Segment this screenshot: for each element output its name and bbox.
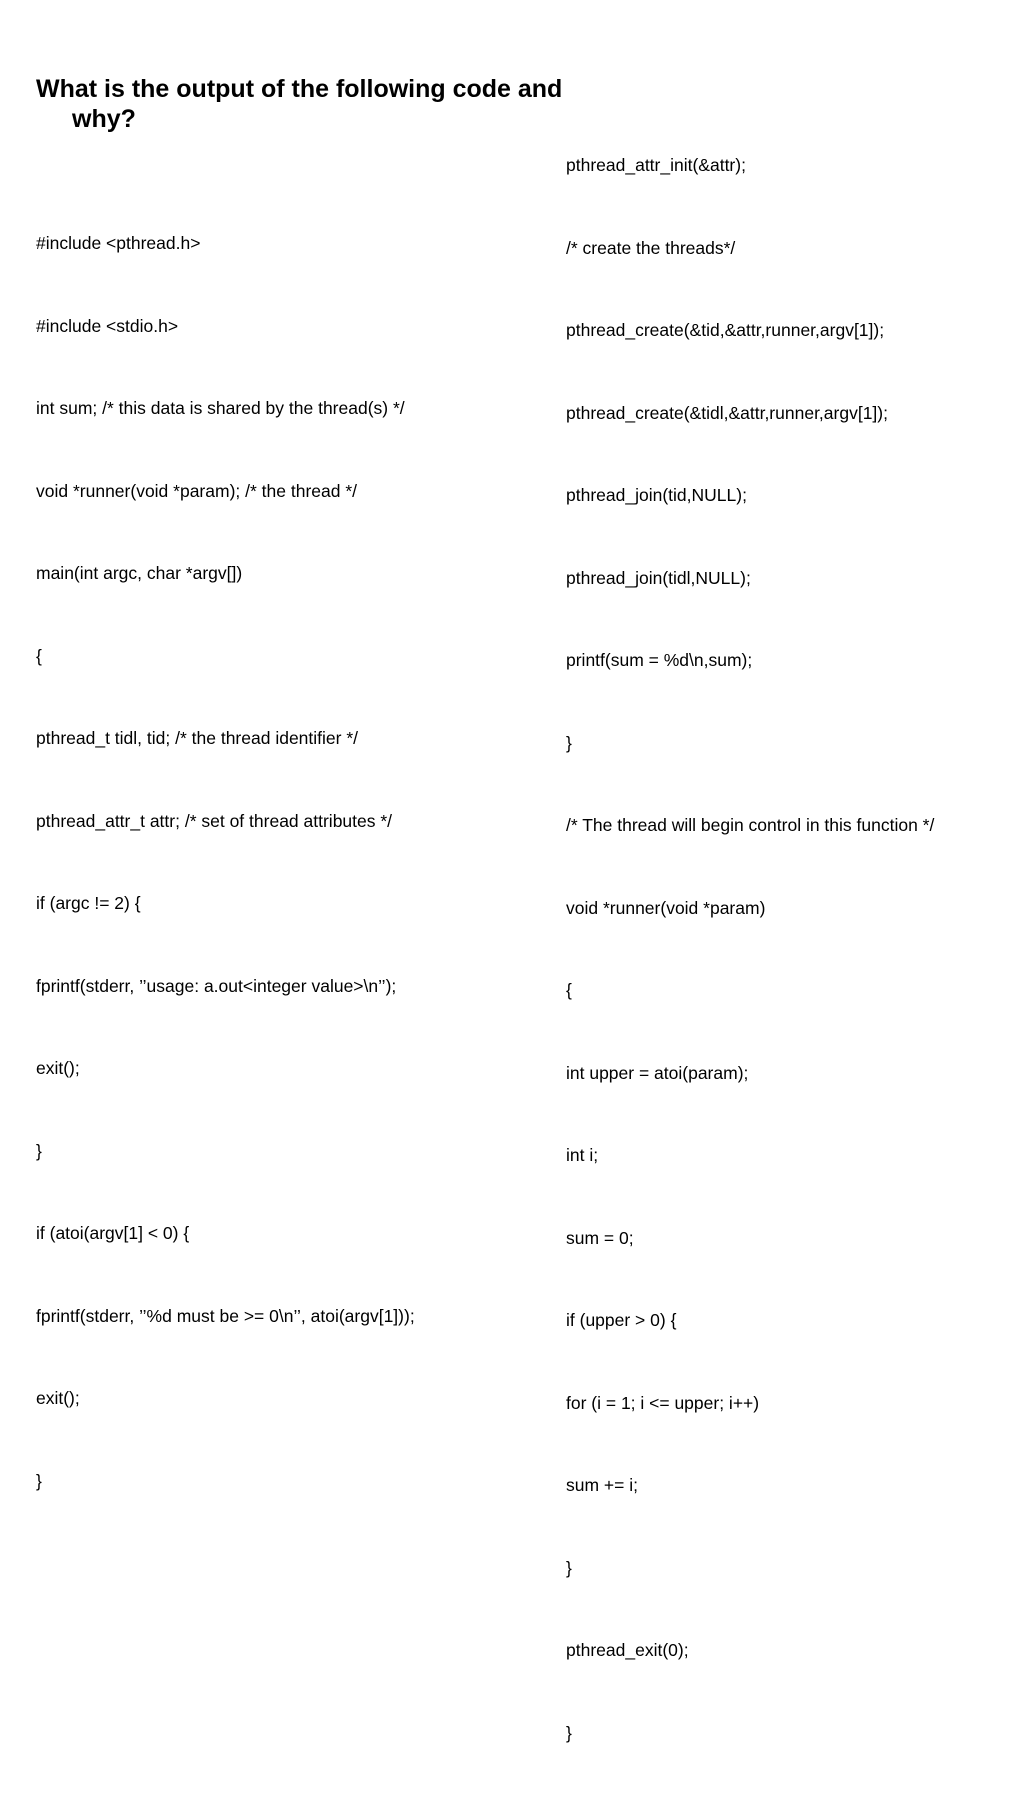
code-line: {	[36, 645, 42, 666]
code-line: pthread_create(&tid,&attr,runner,argv[1]);	[566, 320, 885, 340]
code-line: fprintf(stderr, ’’usage: a.out<integer value>\n’’);	[36, 975, 397, 996]
code-line: pthread_attr_t attr; /* set of thread attributes */	[36, 810, 393, 831]
code-line: sum += i;	[566, 1475, 638, 1495]
code-line: main(int argc, char *argv[])	[36, 563, 243, 583]
code-line: }	[36, 1470, 42, 1491]
code-line: #include <pthread.h>	[36, 233, 201, 253]
code-line: exit();	[36, 1058, 80, 1078]
code-line: pthread_attr_init(&attr);	[566, 155, 746, 175]
right-code-block	[566, 97, 934, 1802]
code-line: if (upper > 0) {	[566, 1310, 677, 1330]
code-line: }	[566, 1722, 572, 1743]
code-line: /* The thread will begin control in this function */	[566, 815, 935, 835]
code-line: }	[36, 1140, 42, 1161]
code-line: if (argc != 2) {	[36, 893, 141, 913]
code-line: sum = 0;	[566, 1227, 634, 1248]
slide-title: What is the output of the following code and why?	[36, 75, 563, 133]
code-line: void *runner(void *param); /* the thread */	[36, 480, 357, 501]
code-line: int sum; /* this data is shared by the thread(s) */	[36, 398, 405, 418]
code-line: exit();	[36, 1388, 80, 1408]
code-line: printf(sum = %d\n,sum);	[566, 650, 753, 670]
code-line: #include <stdio.h>	[36, 315, 179, 336]
code-line: pthread_join(tidl,NULL);	[566, 567, 751, 588]
code-line: int upper = atoi(param);	[566, 1062, 749, 1083]
code-line: /* create the threads*/	[566, 237, 736, 258]
code-line: for (i = 1; i <= upper; i++)	[566, 1392, 760, 1413]
code-line: pthread_exit(0);	[566, 1640, 689, 1660]
code-line: pthread_t tidl, tid; /* the thread identifier */	[36, 728, 358, 748]
left-code-block	[36, 175, 415, 1550]
code-line: void *runner(void *param)	[566, 897, 766, 918]
code-line: pthread_create(&tidl,&attr,runner,argv[1]);	[566, 402, 888, 423]
code-line: }	[566, 732, 572, 753]
code-line: pthread_join(tid,NULL);	[566, 485, 747, 505]
code-line: int i;	[566, 1145, 599, 1165]
code-line: }	[566, 1557, 572, 1578]
code-line: if (atoi(argv[1] < 0) {	[36, 1223, 190, 1243]
code-line: {	[566, 980, 572, 1000]
code-line: fprintf(stderr, ’’%d must be >= 0\n’’, atoi(argv[1]));	[36, 1305, 415, 1326]
